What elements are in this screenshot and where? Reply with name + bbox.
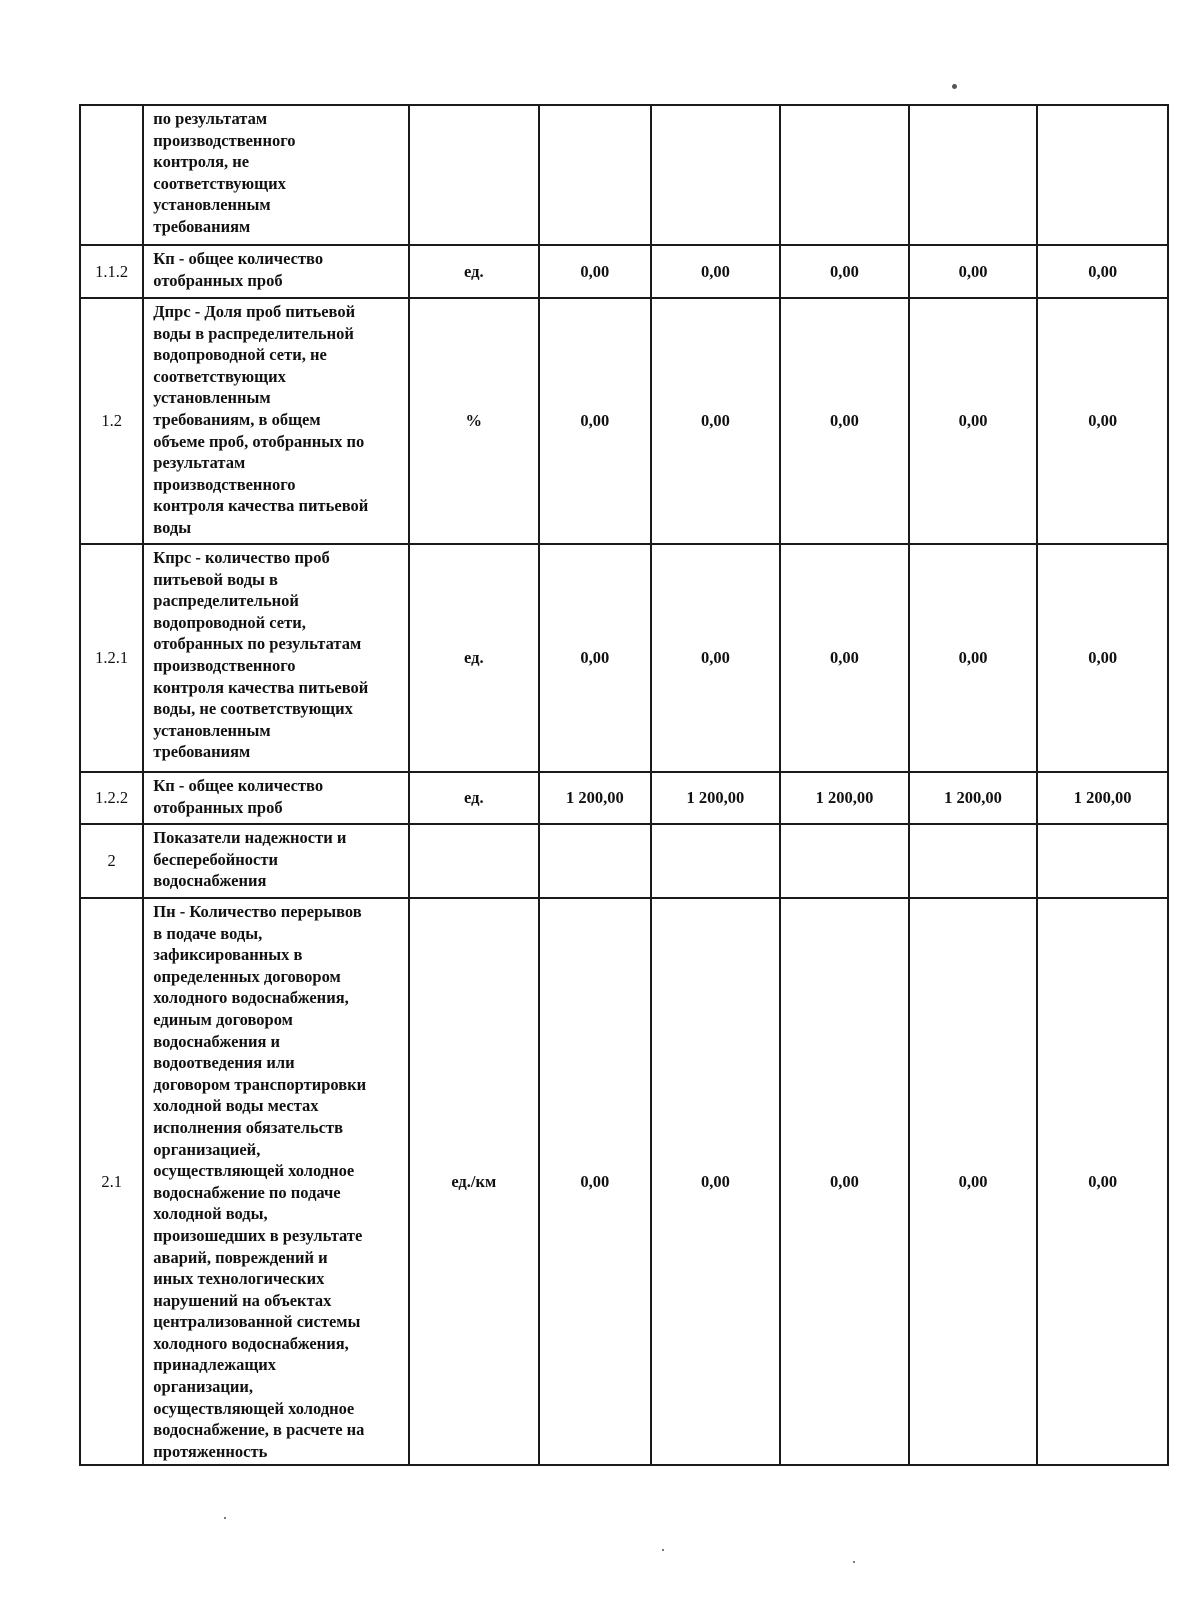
value-cell: 0,00	[780, 544, 909, 772]
row-number: 1.1.2	[80, 245, 143, 298]
value-cell	[651, 105, 781, 245]
indicator-description: по результатам производственного контроля, не соответствующих установленным требованиям	[143, 105, 408, 245]
indicator-description: Пн - Количество перерывов в подаче воды, зафиксированных в определенных договором холодного водоснабжения, единым договором водоснабжения и водоотведения или договором транспортировки холодной воды местах исполнения обязательств организацией, осуществляющей холодное водоснабжение по подаче холодной воды, произошедших в результате аварий, повреждений и иных технологических нарушений на объектах централизованной системы холодного водоснабжения, принадлежащих организации, осуществляющей холодное водоснабжение, в расчете на протяженность	[143, 898, 408, 1465]
value-cell: 0,00	[1037, 898, 1168, 1465]
value-cell: 0,00	[651, 544, 781, 772]
value-cell: 0,00	[780, 298, 909, 544]
value-cell	[780, 105, 909, 245]
value-cell	[539, 824, 651, 898]
indicators-table	[79, 104, 1169, 1466]
indicator-description: Кп - общее количество отобранных проб	[143, 245, 408, 298]
table-row	[80, 772, 1168, 824]
scan-speck	[952, 84, 957, 89]
value-cell	[1037, 824, 1168, 898]
unit-cell: ед.	[409, 245, 540, 298]
indicator-description: Кпрс - количество проб питьевой воды в распределительной водопроводной сети, отобранных по результатам производственного контроля качества питьевой воды, не соответствующих установленным требованиям	[143, 544, 408, 772]
scan-speck	[853, 1561, 855, 1563]
table-row	[80, 105, 1168, 245]
value-cell: 0,00	[1037, 544, 1168, 772]
value-cell: 1 200,00	[909, 772, 1038, 824]
unit-cell: ед./км	[409, 898, 540, 1465]
value-cell	[1037, 105, 1168, 245]
unit-cell	[409, 824, 540, 898]
value-cell: 1 200,00	[1037, 772, 1168, 824]
value-cell: 0,00	[909, 898, 1038, 1465]
value-cell: 0,00	[651, 298, 781, 544]
value-cell: 0,00	[539, 544, 651, 772]
unit-cell: %	[409, 298, 540, 544]
value-cell: 1 200,00	[780, 772, 909, 824]
value-cell	[909, 824, 1038, 898]
value-cell: 0,00	[651, 898, 781, 1465]
value-cell	[909, 105, 1038, 245]
value-cell: 0,00	[780, 898, 909, 1465]
indicator-description: Дпрс - Доля проб питьевой воды в распределительной водопроводной сети, не соответствующих установленным требованиям, в общем объеме проб, отобранных по результатам производственного контроля качества питьевой воды	[143, 298, 408, 544]
value-cell	[780, 824, 909, 898]
value-cell	[651, 824, 781, 898]
value-cell: 0,00	[909, 298, 1038, 544]
table-row	[80, 245, 1168, 298]
table-row	[80, 898, 1168, 1465]
scan-speck	[662, 1549, 664, 1551]
value-cell: 0,00	[539, 245, 651, 298]
value-cell: 1 200,00	[539, 772, 651, 824]
indicator-description: Показатели надежности и бесперебойности водоснабжения	[143, 824, 408, 898]
table-row	[80, 298, 1168, 544]
unit-cell: ед.	[409, 544, 540, 772]
value-cell: 0,00	[539, 898, 651, 1465]
value-cell	[539, 105, 651, 245]
value-cell: 0,00	[780, 245, 909, 298]
scan-speck	[224, 1517, 226, 1519]
unit-cell	[409, 105, 540, 245]
value-cell: 0,00	[1037, 298, 1168, 544]
table-row	[80, 544, 1168, 772]
row-number: 1.2	[80, 298, 143, 544]
row-number	[80, 105, 143, 245]
row-number: 2.1	[80, 898, 143, 1465]
value-cell: 0,00	[1037, 245, 1168, 298]
unit-cell: ед.	[409, 772, 540, 824]
row-number: 2	[80, 824, 143, 898]
indicator-description: Кп - общее количество отобранных проб	[143, 772, 408, 824]
row-number: 1.2.2	[80, 772, 143, 824]
value-cell: 0,00	[651, 245, 781, 298]
value-cell: 0,00	[909, 544, 1038, 772]
table-row	[80, 824, 1168, 898]
value-cell: 0,00	[539, 298, 651, 544]
value-cell: 1 200,00	[651, 772, 781, 824]
row-number: 1.2.1	[80, 544, 143, 772]
value-cell: 0,00	[909, 245, 1038, 298]
